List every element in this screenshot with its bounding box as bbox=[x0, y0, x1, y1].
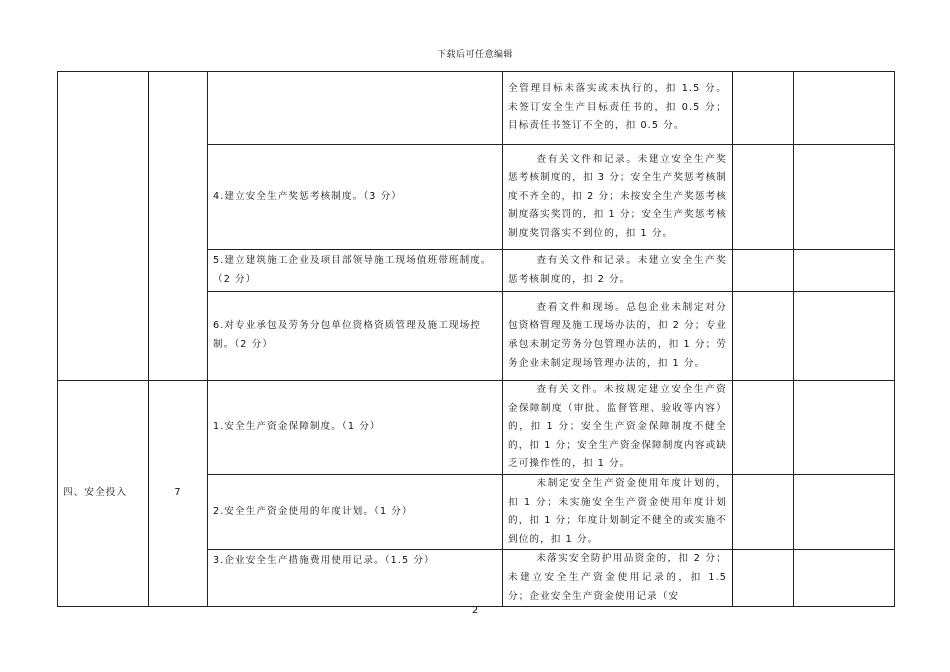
blank-cell bbox=[794, 474, 895, 549]
method-text: 查有关文件和记录。未建立安全生产奖惩考核制度的，扣 3 分；安全生产奖惩考核制度不齐全的，扣 2 分；未按安全生产奖惩考核制度落实奖罚的，扣 1 分；安全生产奖惩考核制度奖罚落实不到位的，扣 1 分。 bbox=[508, 153, 727, 239]
blank-cell bbox=[733, 72, 794, 145]
method-cell: 全管理目标未落实或未执行的，扣 1.5 分。未签订安全生产目标责任书的，扣 0.5 分；目标责任书签订不全的，扣 0.5 分。 bbox=[503, 72, 733, 145]
table-row bbox=[58, 381, 895, 475]
score-cell: 7 bbox=[149, 381, 208, 607]
blank-cell bbox=[794, 550, 895, 607]
method-text: 查看文件和现场。总包企业未制定对分包资格管理及施工现场办法的，扣 2 分；专业承包未制定劳务分包管理办法的，扣 1 分；劳务企业未制定现场管理办法的，扣 1 分。 bbox=[508, 301, 727, 369]
method-cell bbox=[503, 474, 733, 549]
requirement-cell: 5.建立建筑施工企业及项目部领导施工现场值班带班制度。（2 分） bbox=[208, 250, 503, 292]
requirement-cell: 1.安全生产资金保障制度。（1 分） bbox=[208, 381, 503, 475]
requirement-cell: 2.安全生产资金使用的年度计划。（1 分） bbox=[208, 474, 503, 549]
blank-cell bbox=[794, 72, 895, 145]
blank-cell bbox=[794, 292, 895, 381]
page-number: 2 bbox=[471, 605, 479, 616]
blank-cell bbox=[733, 292, 794, 381]
method-cell bbox=[503, 550, 733, 607]
blank-cell bbox=[733, 474, 794, 549]
score-cell bbox=[149, 72, 208, 381]
requirement-cell: 3.企业安全生产措施费用使用记录。（1.5 分） bbox=[208, 550, 503, 607]
method-cell bbox=[503, 381, 733, 475]
method-cell bbox=[503, 250, 733, 292]
table-row bbox=[58, 72, 895, 145]
blank-cell bbox=[733, 250, 794, 292]
item-cell bbox=[58, 72, 149, 381]
method-text: 未落实安全防护用品资金的，扣 2 分；未建立安全生产资金使用记录的，扣 1.5 分；企业安全生产资金使用记录（安 bbox=[508, 553, 727, 602]
method-text: 查有关文件和记录。未建立安全生产奖惩考核制度的，扣 2 分。 bbox=[508, 254, 727, 285]
requirement-cell: 6.对专业承包及劳务分包单位资格资质管理及施工现场控制。（2 分） bbox=[208, 292, 503, 381]
blank-cell bbox=[794, 381, 895, 475]
blank-cell bbox=[794, 250, 895, 292]
item-cell: 四、安全投入 bbox=[58, 381, 149, 607]
blank-cell bbox=[794, 145, 895, 250]
requirement-cell bbox=[208, 72, 503, 145]
header-note: 下载后可任意编辑 bbox=[436, 50, 513, 60]
requirement-cell: 4.建立安全生产奖惩考核制度。（3 分） bbox=[208, 145, 503, 250]
method-text: 查有关文件。未按规定建立安全生产资金保障制度（审批、监督管理、验收等内容）的，扣 1 分；安全生产资金保障制度不健全的，扣 1 分；安全生产资金保障制度内容或缺乏可操作性的，扣 1 分。 bbox=[508, 384, 727, 470]
blank-cell bbox=[733, 550, 794, 607]
scoring-table bbox=[57, 71, 895, 607]
blank-cell bbox=[733, 381, 794, 475]
method-cell bbox=[503, 145, 733, 250]
method-text: 未制定安全生产资金使用年度计划的，扣 1 分；未实施安全生产资金使用年度计划的，扣 1 分；年度计划制定不健全的或实施不到位的，扣 1 分。 bbox=[508, 477, 727, 545]
method-cell bbox=[503, 292, 733, 381]
blank-cell bbox=[733, 145, 794, 250]
